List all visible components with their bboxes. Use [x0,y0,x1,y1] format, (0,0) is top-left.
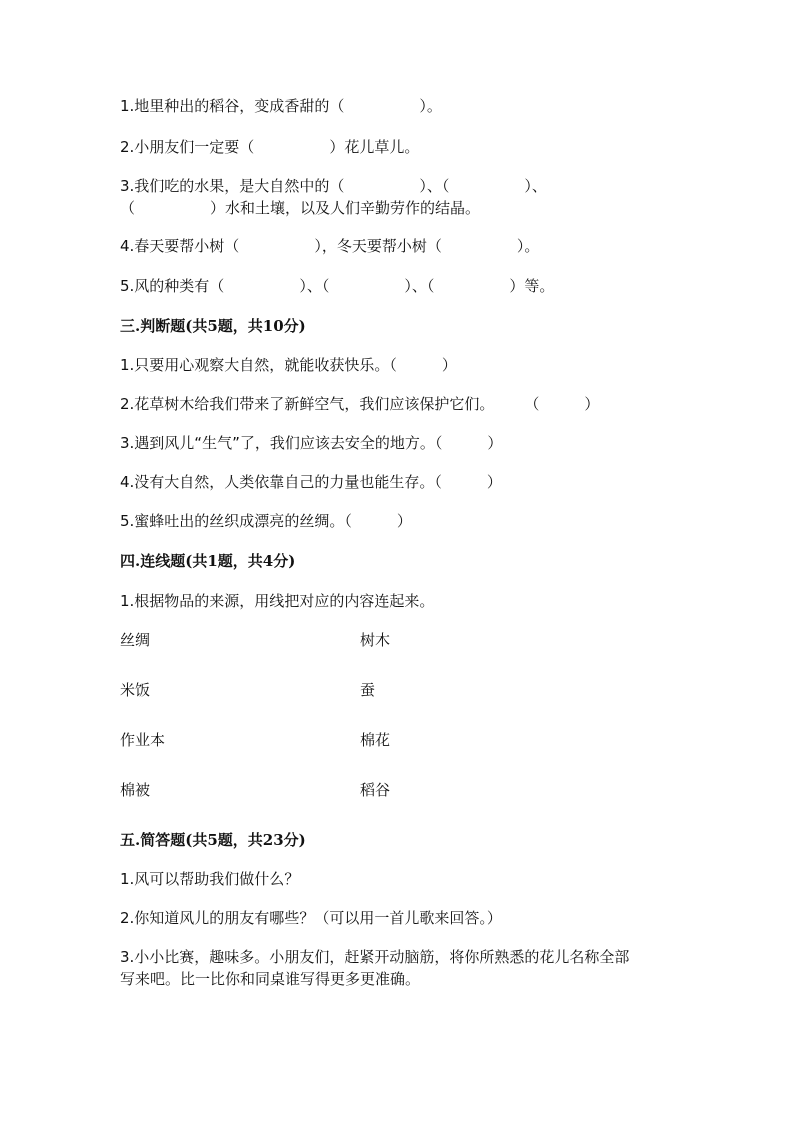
fill-in-question-1: 1.地里种出的稻谷，变成香甜的（ ）。 [120,97,442,115]
fill-in-question-4: 4.春天要帮小树（ ），冬天要帮小树（ ）。 [120,237,540,255]
judge-question-5: 5.蜜蜂吐出的丝织成漂亮的丝绸。（ ） [120,512,412,530]
fill-in-question-5: 5.风的种类有（ ）、（ ）、（ ）等。 [120,277,555,295]
short-answer-question-3-line-2: 写来吧。比一比你和同桌谁写得更多更准确。 [120,970,421,988]
matching-question: 1.根据物品的来源，用线把对应的内容连起来。 [120,592,435,610]
fill-in-question-3-line-2: （ ）水和土壤，以及人们辛勤劳作的结晶。 [120,199,481,217]
match-right-item: 蚕 [360,681,376,699]
section-5-title: 五.简答题(共5题，共23分) [120,831,306,849]
judge-question-1: 1.只要用心观察大自然，就能收获快乐。（ ） [120,356,457,374]
short-answer-question-3-line-1: 3.小小比赛，趣味多。小朋友们，赶紧开动脑筋，将你所熟悉的花儿名称全部 [120,948,630,966]
section-4-title: 四.连线题(共1题，共4分) [120,552,296,570]
match-right-item: 稻谷 [360,781,391,799]
fill-in-question-3-line-1: 3.我们吃的水果，是大自然中的（ ）、（ ）、 [120,177,547,195]
match-left-item: 作业本 [120,731,166,749]
judge-question-2: 2.花草树木给我们带来了新鲜空气，我们应该保护它们。 （ ） [120,395,600,413]
match-right-item: 棉花 [360,731,391,749]
short-answer-question-1: 1.风可以帮助我们做什么？ [120,870,300,888]
match-right-item: 树木 [360,631,391,649]
match-left-item: 棉被 [120,781,151,799]
match-left-item: 丝绸 [120,631,151,649]
judge-question-4: 4.没有大自然，人类依靠自己的力量也能生存。（ ） [120,473,502,491]
judge-question-3: 3.遇到风儿“生气”了，我们应该去安全的地方。（ ） [120,434,503,452]
section-3-title: 三.判断题(共5题，共10分) [120,317,306,335]
fill-in-question-2: 2.小朋友们一定要（ ）花儿草儿。 [120,138,420,156]
short-answer-question-2: 2.你知道风儿的朋友有哪些？（可以用一首儿歌来回答。） [120,909,502,927]
match-left-item: 米饭 [120,681,151,699]
